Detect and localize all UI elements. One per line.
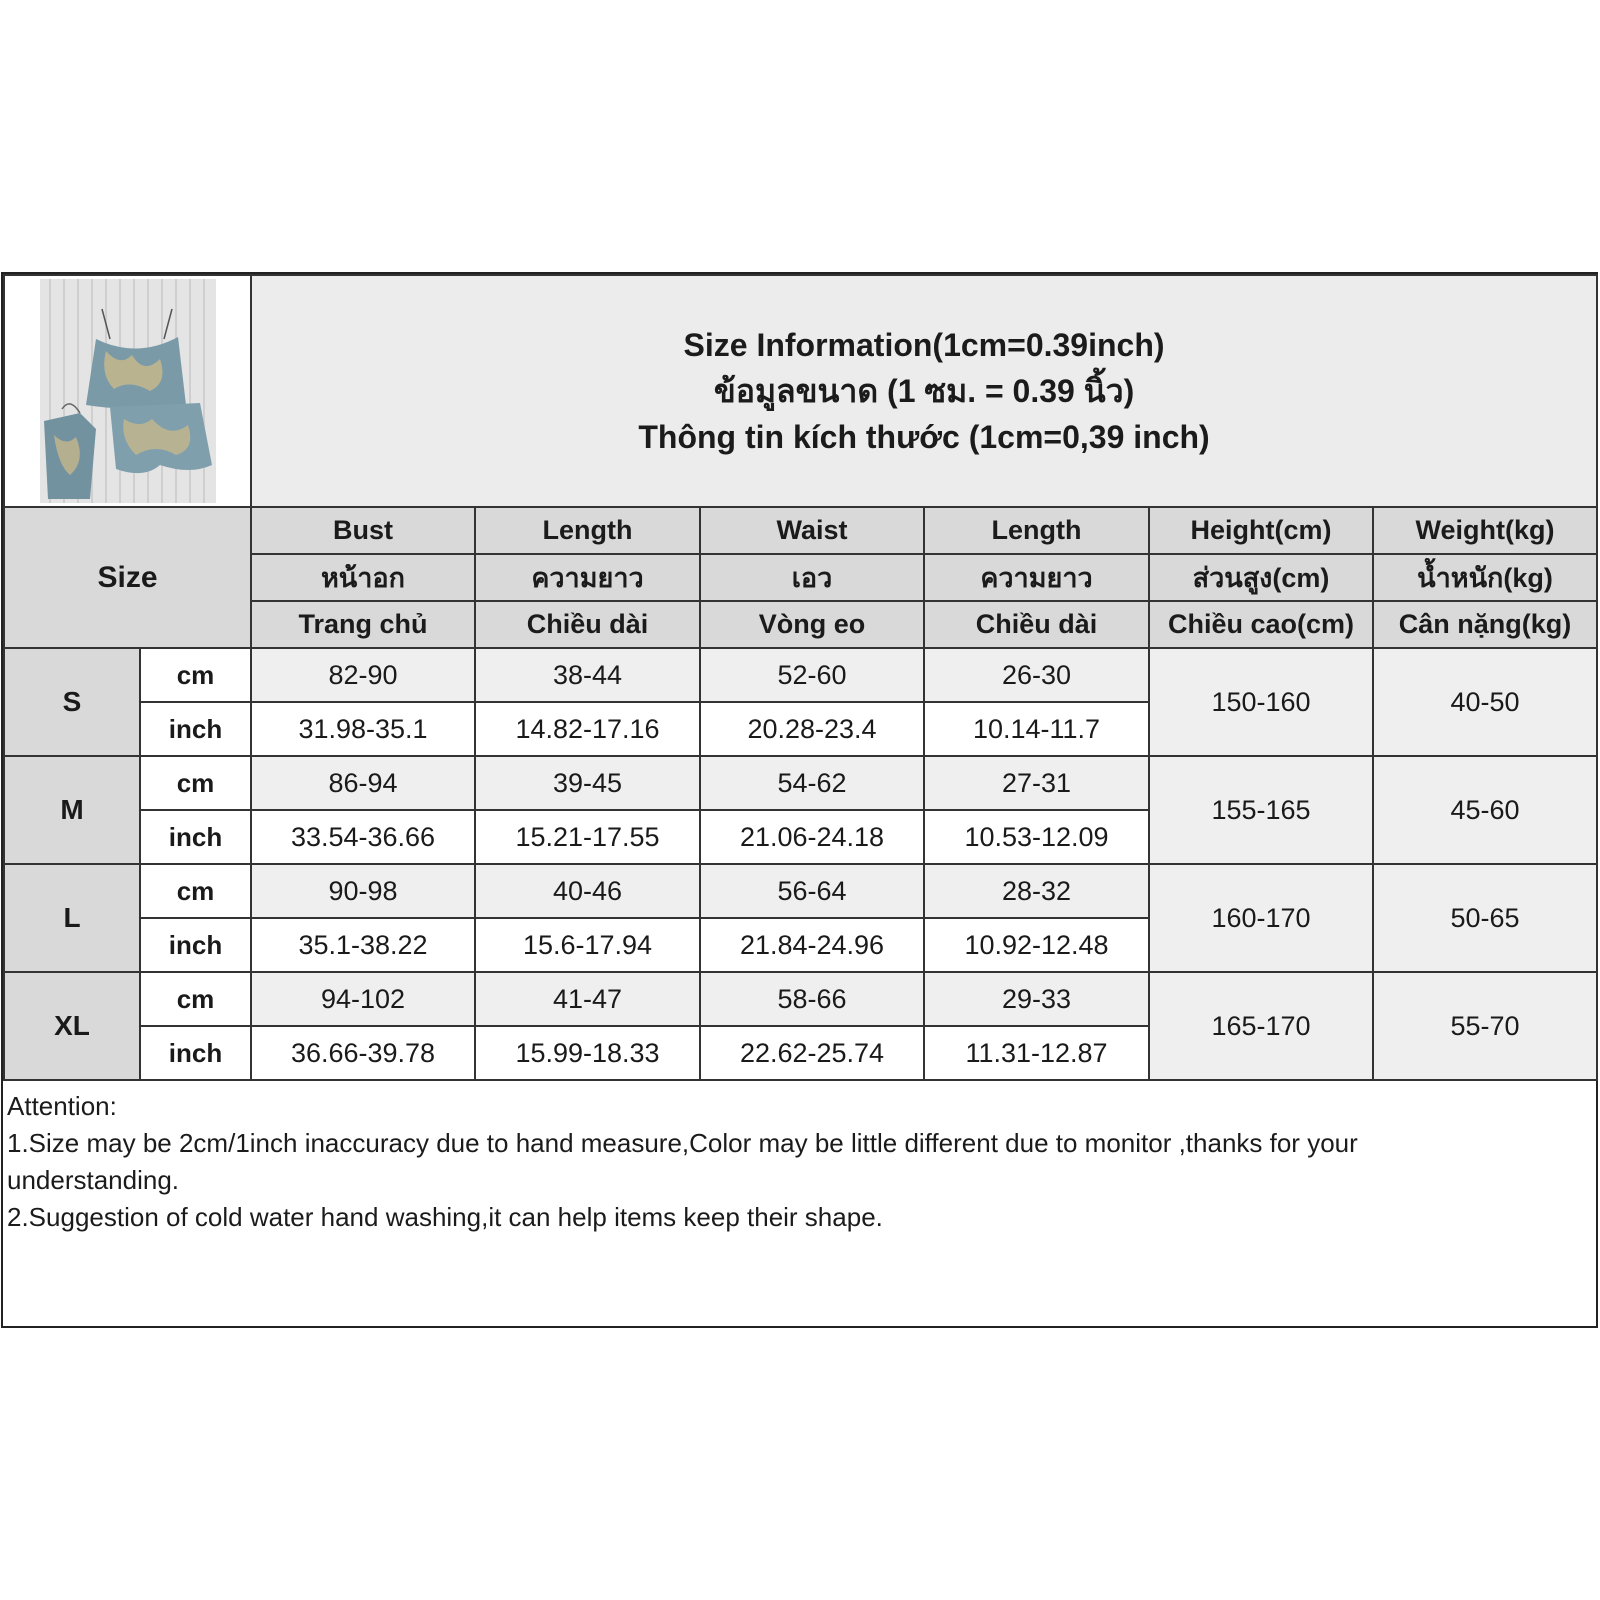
cell-height: 160-170 bbox=[1149, 864, 1373, 972]
cell-bust-cm: 82-90 bbox=[251, 648, 475, 702]
unit-cm: cm bbox=[140, 972, 251, 1026]
table-row bbox=[4, 972, 1597, 1026]
header-waist-thai: เอว bbox=[700, 554, 924, 601]
cell-weight: 40-50 bbox=[1373, 648, 1597, 756]
cell-bust-inch: 33.54-36.66 bbox=[251, 810, 475, 864]
cell-waist-inch: 21.06-24.18 bbox=[700, 810, 924, 864]
table-row bbox=[4, 756, 1597, 810]
cell-top-length-cm: 38-44 bbox=[475, 648, 700, 702]
size-label-m: M bbox=[4, 756, 140, 864]
cell-bottom-length-cm: 28-32 bbox=[924, 864, 1149, 918]
cell-weight: 55-70 bbox=[1373, 972, 1597, 1080]
cell-bottom-length-inch: 11.31-12.87 bbox=[924, 1026, 1149, 1080]
note-1-continued: understanding. bbox=[7, 1165, 180, 1195]
cell-bottom-length-inch: 10.14-11.7 bbox=[924, 702, 1149, 756]
cell-top-length-inch: 15.99-18.33 bbox=[475, 1026, 700, 1080]
cell-bottom-length-cm: 26-30 bbox=[924, 648, 1149, 702]
header-waist: Waist bbox=[700, 507, 924, 554]
cell-weight: 50-65 bbox=[1373, 864, 1597, 972]
header-top-length-thai: ความยาว bbox=[475, 554, 700, 601]
header-top-length: Length bbox=[475, 507, 700, 554]
header-bust-vi: Trang chủ bbox=[251, 601, 475, 648]
note-2: 2.Suggestion of cold water hand washing,it can help items keep their shape. bbox=[7, 1202, 883, 1232]
header-top-length-vi: Chiều dài bbox=[475, 601, 700, 648]
unit-cm: cm bbox=[140, 648, 251, 702]
cell-top-length-inch: 15.21-17.55 bbox=[475, 810, 700, 864]
cell-height: 155-165 bbox=[1149, 756, 1373, 864]
header-bottom-length-vi: Chiều dài bbox=[924, 601, 1149, 648]
cell-top-length-cm: 40-46 bbox=[475, 864, 700, 918]
cell-bust-inch: 31.98-35.1 bbox=[251, 702, 475, 756]
size-header: Size bbox=[4, 507, 251, 648]
table-row bbox=[4, 648, 1597, 702]
header-height-vi: Chiều cao(cm) bbox=[1149, 601, 1373, 648]
cell-waist-inch: 21.84-24.96 bbox=[700, 918, 924, 972]
header-height-thai: ส่วนสูง(cm) bbox=[1149, 554, 1373, 601]
size-chart bbox=[1, 272, 1598, 1328]
unit-inch: inch bbox=[140, 918, 251, 972]
unit-cm: cm bbox=[140, 864, 251, 918]
cell-waist-cm: 58-66 bbox=[700, 972, 924, 1026]
header-weight: Weight(kg) bbox=[1373, 507, 1597, 554]
title-vietnamese: Thông tin kích thước (1cm=0,39 inch) bbox=[638, 419, 1210, 455]
cell-waist-inch: 22.62-25.74 bbox=[700, 1026, 924, 1080]
header-bottom-length: Length bbox=[924, 507, 1149, 554]
table-row bbox=[4, 864, 1597, 918]
cell-top-length-inch: 15.6-17.94 bbox=[475, 918, 700, 972]
title-english: Size Information(1cm=0.39inch) bbox=[683, 327, 1165, 363]
cell-bust-inch: 35.1-38.22 bbox=[251, 918, 475, 972]
header-height: Height(cm) bbox=[1149, 507, 1373, 554]
cell-waist-inch: 20.28-23.4 bbox=[700, 702, 924, 756]
cell-bust-cm: 94-102 bbox=[251, 972, 475, 1026]
cell-bottom-length-cm: 29-33 bbox=[924, 972, 1149, 1026]
cell-bust-cm: 90-98 bbox=[251, 864, 475, 918]
header-weight-thai: น้ำหนัก(kg) bbox=[1373, 554, 1597, 601]
cell-top-length-cm: 41-47 bbox=[475, 972, 700, 1026]
cell-waist-cm: 56-64 bbox=[700, 864, 924, 918]
size-table bbox=[3, 274, 1598, 1081]
unit-inch: inch bbox=[140, 810, 251, 864]
notes-heading: Attention: bbox=[7, 1091, 117, 1121]
size-label-s: S bbox=[4, 648, 140, 756]
cell-waist-cm: 54-62 bbox=[700, 756, 924, 810]
cell-bust-cm: 86-94 bbox=[251, 756, 475, 810]
unit-cm: cm bbox=[140, 756, 251, 810]
cell-weight: 45-60 bbox=[1373, 756, 1597, 864]
title-cell bbox=[251, 275, 1597, 507]
product-photo-cell bbox=[4, 275, 251, 507]
cell-height: 165-170 bbox=[1149, 972, 1373, 1080]
size-label-l: L bbox=[4, 864, 140, 972]
cell-top-length-cm: 39-45 bbox=[475, 756, 700, 810]
note-1: 1.Size may be 2cm/1inch inaccuracy due to hand measure,Color may be little different due to monitor ,thanks for your bbox=[7, 1128, 1358, 1158]
header-bust-thai: หน้าอก bbox=[251, 554, 475, 601]
title-thai: ข้อมูลขนาด (1 ซม. = 0.39 นิ้ว) bbox=[713, 373, 1135, 409]
cell-bottom-length-inch: 10.53-12.09 bbox=[924, 810, 1149, 864]
attention-notes bbox=[7, 1088, 1587, 1236]
cell-height: 150-160 bbox=[1149, 648, 1373, 756]
cell-top-length-inch: 14.82-17.16 bbox=[475, 702, 700, 756]
cell-bust-inch: 36.66-39.78 bbox=[251, 1026, 475, 1080]
cell-waist-cm: 52-60 bbox=[700, 648, 924, 702]
size-label-xl: XL bbox=[4, 972, 140, 1080]
unit-inch: inch bbox=[140, 1026, 251, 1080]
cell-bottom-length-inch: 10.92-12.48 bbox=[924, 918, 1149, 972]
unit-inch: inch bbox=[140, 702, 251, 756]
pajama-set-photo-icon bbox=[40, 279, 216, 503]
header-waist-vi: Vòng eo bbox=[700, 601, 924, 648]
header-bottom-length-thai: ความยาว bbox=[924, 554, 1149, 601]
header-bust: Bust bbox=[251, 507, 475, 554]
cell-bottom-length-cm: 27-31 bbox=[924, 756, 1149, 810]
header-weight-vi: Cân nặng(kg) bbox=[1373, 601, 1597, 648]
